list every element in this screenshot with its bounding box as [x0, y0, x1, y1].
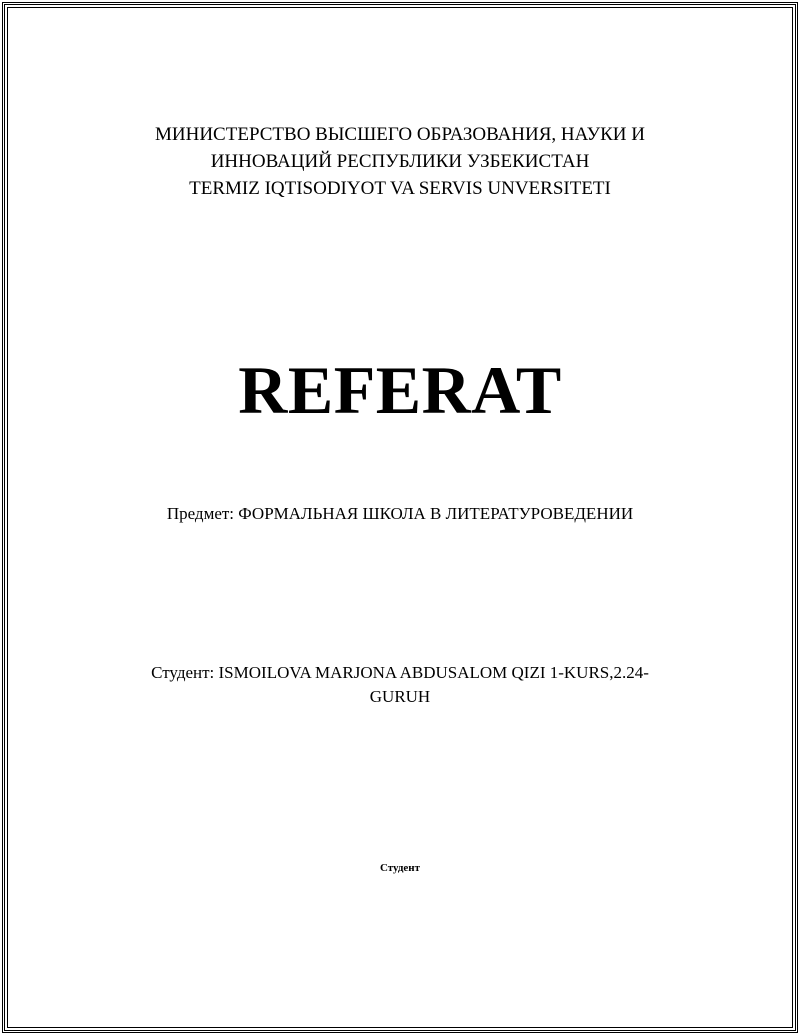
- ministry-header: [0, 121, 800, 202]
- ministry-line-2: ИННОВАЦИЙ РЕСПУБЛИКИ УЗБЕКИСТАН: [210, 151, 590, 172]
- subject-line: Предмет: ФОРМАЛЬНАЯ ШКОЛА В ЛИТЕРАТУРОВЕДЕНИИ: [166, 504, 634, 523]
- student-info: [0, 661, 800, 709]
- ministry-line-1: МИНИСТЕРСТВО ВЫСШЕГО ОБРАЗОВАНИЯ, НАУКИ И: [155, 124, 645, 145]
- document-title: REFERAT: [238, 352, 562, 428]
- university-name: TERMIZ IQTISODIYOT VA SERVIS UNVERSITETI: [189, 178, 611, 199]
- footer-student-label: Студент: [379, 862, 421, 874]
- student-line-2: GURUH: [369, 687, 431, 706]
- student-line-1: Студент: ISMOILOVA MARJONA ABDUSALOM QIZI 1-KURS,2.24-: [151, 663, 649, 682]
